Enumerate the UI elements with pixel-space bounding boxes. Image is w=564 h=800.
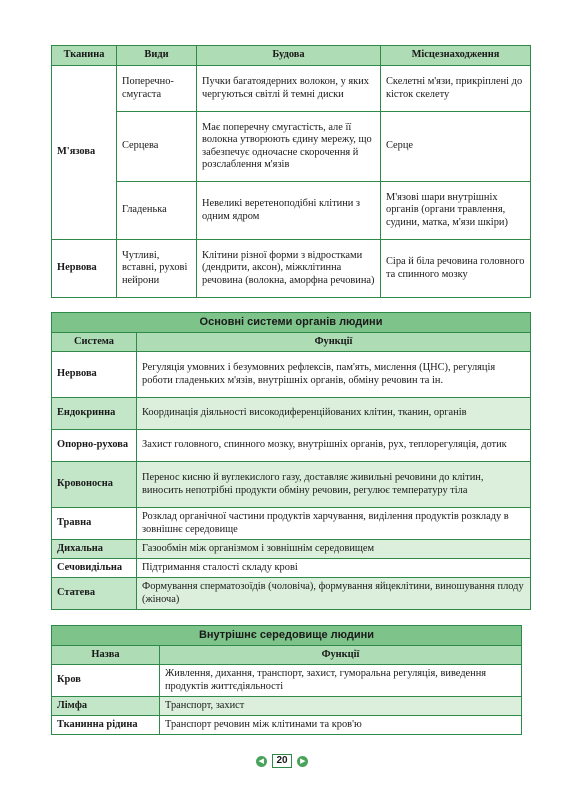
internal-name: Лімфа — [52, 697, 160, 716]
tissue-kind: Чутливі, вставні, рухові нейрони — [117, 240, 197, 298]
tissue-structure: Клітини різної форми з відростками (дендрити, аксон), міжклітинна речовина (волокна, аморфна речовина) — [197, 240, 381, 298]
next-page-icon[interactable]: ▶ — [297, 756, 308, 767]
tissues-table — [51, 45, 531, 298]
header-system: Система — [52, 333, 137, 352]
header-kinds: Види — [117, 46, 197, 66]
header-functions: Функції — [160, 646, 522, 665]
tissue-structure: Пучки багатоядерних волокон, у яких чергуються світлі й темні диски — [197, 66, 381, 112]
tissue-kind: Серцева — [117, 112, 197, 182]
system-function: Координація діяльності високодиференційованих клітин, тканин, органів — [137, 398, 531, 430]
internal-environment-table — [51, 625, 522, 735]
system-name: Статева — [52, 578, 137, 610]
tissue-structure: Має поперечну смугастість, але її волокна утворюють єдину мережу, що забезпечує одночасне скорочення й розслаблення м'язів — [197, 112, 381, 182]
prev-page-icon[interactable]: ◀ — [256, 756, 267, 767]
tissue-name-muscle: М'язова — [52, 66, 117, 240]
tissue-kind: Поперечно-смугаста — [117, 66, 197, 112]
systems-title: Основні системи органів людини — [52, 313, 531, 333]
tissue-location: Скелетні м'язи, прикріплені до кісток скелету — [381, 66, 531, 112]
tissue-location: Серце — [381, 112, 531, 182]
systems-table — [51, 312, 531, 610]
system-name: Нервова — [52, 352, 137, 398]
system-name: Ендокринна — [52, 398, 137, 430]
tissue-location: М'язові шари внутрішніх органів (органи травлення, судини, матка, м'язи шкіри) — [381, 182, 531, 240]
page-footer — [0, 754, 564, 768]
tissue-kind: Гладенька — [117, 182, 197, 240]
internal-title: Внутрішнє середовище людини — [52, 626, 522, 646]
header-name: Назва — [52, 646, 160, 665]
internal-name: Кров — [52, 665, 160, 697]
header-tissue: Тканина — [52, 46, 117, 66]
internal-function: Живлення, дихання, транспорт, захист, гуморальна регуляція, виведення продуктів життєдіяльності — [160, 665, 522, 697]
system-function: Захист головного, спинного мозку, внутрішніх органів, рух, теплорегуляція, дотик — [137, 430, 531, 462]
tissue-location: Сіра й біла речовина головного та спинного мозку — [381, 240, 531, 298]
system-function: Перенос кисню й вуглекислого газу, доставляє живильні речовини до клітин, виносить непотрібні продукти обміну речовин, регулює температуру тіла — [137, 462, 531, 508]
system-function: Регуляція умовних і безумовних рефлексів, пам'ять, мислення (ЦНС), регуляція роботи гладеньких м'язів, внутрішніх органів, обміну речовин та ін. — [137, 352, 531, 398]
header-functions: Функції — [137, 333, 531, 352]
system-name: Сечовидільна — [52, 559, 137, 578]
tissue-structure: Невеликі веретеноподібні клітини з одним ядром — [197, 182, 381, 240]
internal-name: Тканинна рідина — [52, 716, 160, 735]
internal-function: Транспорт речовин між клітинами та кров'ю — [160, 716, 522, 735]
system-function: Розклад органічної частини продуктів харчування, виділення продуктів розкладу в зовнішнє середовище — [137, 508, 531, 540]
page-number: 20 — [272, 754, 291, 768]
system-name: Дихальна — [52, 540, 137, 559]
tissue-name-nerve: Нервова — [52, 240, 117, 298]
system-name: Опорно-рухова — [52, 430, 137, 462]
internal-function: Транспорт, захист — [160, 697, 522, 716]
system-function: Газообмін між організмом і зовнішнім середовищем — [137, 540, 531, 559]
system-name: Кровоносна — [52, 462, 137, 508]
header-location: Місцезнаходження — [381, 46, 531, 66]
system-name: Травна — [52, 508, 137, 540]
header-structure: Будова — [197, 46, 381, 66]
system-function: Формування сперматозоїдів (чоловіча), формування яйцеклітини, виношування плоду (жіноча) — [137, 578, 531, 610]
system-function: Підтримання сталості складу крові — [137, 559, 531, 578]
